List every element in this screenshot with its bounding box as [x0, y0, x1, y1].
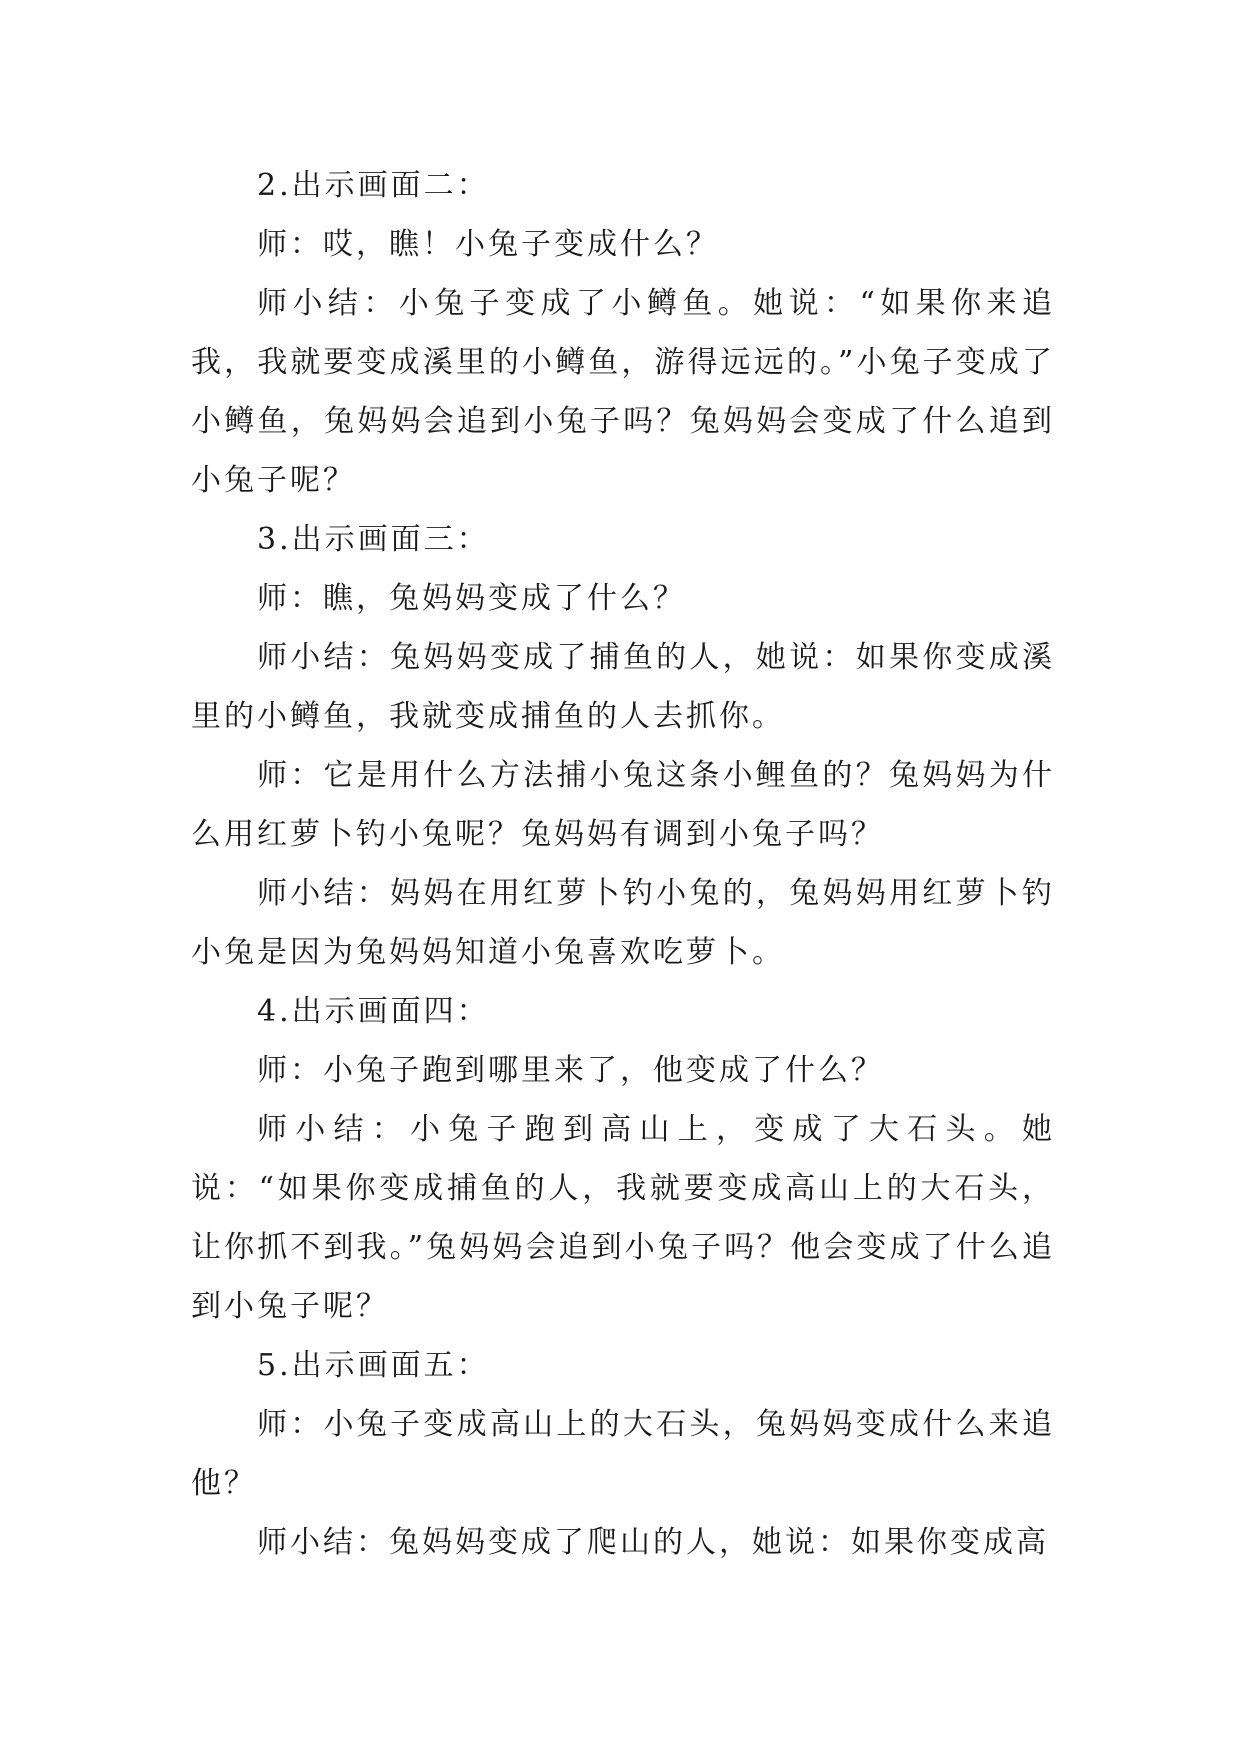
section-heading-5: 5.出示画面五： [257, 1348, 490, 1383]
paragraph-teacher-summary: 师小结：小兔子变成了小鳟鱼。她说：“如果你来追我，我就要变成溪里的小鳟鱼，游得远远的。”小兔子变成了小鳟鱼，兔妈妈会追到小兔子吗？兔妈妈会变成了什么追到小兔子呢？ [191, 286, 1055, 498]
paragraph-teacher-summary: 师小结：小兔子跑到高山上，变成了大石头。她说：“如果你变成捕鱼的人，我就要变成高山上的大石头，让你抓不到我。”兔妈妈会追到小兔子吗？他会变成了什么追到小兔子呢？ [191, 1112, 1055, 1324]
paragraph-teacher-question: 师：瞧，兔妈妈变成了什么？ [257, 581, 686, 616]
paragraph-teacher-question: 师：小兔子跑到哪里来了，他变成了什么？ [257, 1053, 884, 1088]
paragraph-teacher-question: 师：它是用什么方法捕小兔这条小鲤鱼的？兔妈妈为什么用红萝卜钓小兔呢？兔妈妈有调到小兔子吗？ [191, 758, 1055, 852]
section-heading-4: 4.出示画面四： [257, 994, 490, 1029]
paragraph-teacher-summary: 师小结：兔妈妈变成了爬山的人，她说：如果你变成高 [257, 1525, 1049, 1560]
paragraph-teacher-summary: 师小结：妈妈在用红萝卜钓小兔的，兔妈妈用红萝卜钓小兔是因为兔妈妈知道小兔喜欢吃萝卜。 [191, 876, 1055, 970]
section-heading-3: 3.出示画面三： [257, 522, 490, 557]
document-body [191, 156, 1055, 1572]
paragraph-teacher-question: 师：哎，瞧！小兔子变成什么？ [257, 227, 719, 262]
section-heading-2: 2.出示画面二： [257, 168, 490, 203]
paragraph-teacher-summary: 师小结：兔妈妈变成了捕鱼的人，她说：如果你变成溪里的小鳟鱼，我就变成捕鱼的人去抓你。 [191, 640, 1055, 734]
paragraph-teacher-question: 师：小兔子变成高山上的大石头，兔妈妈变成什么来追他？ [191, 1407, 1055, 1501]
